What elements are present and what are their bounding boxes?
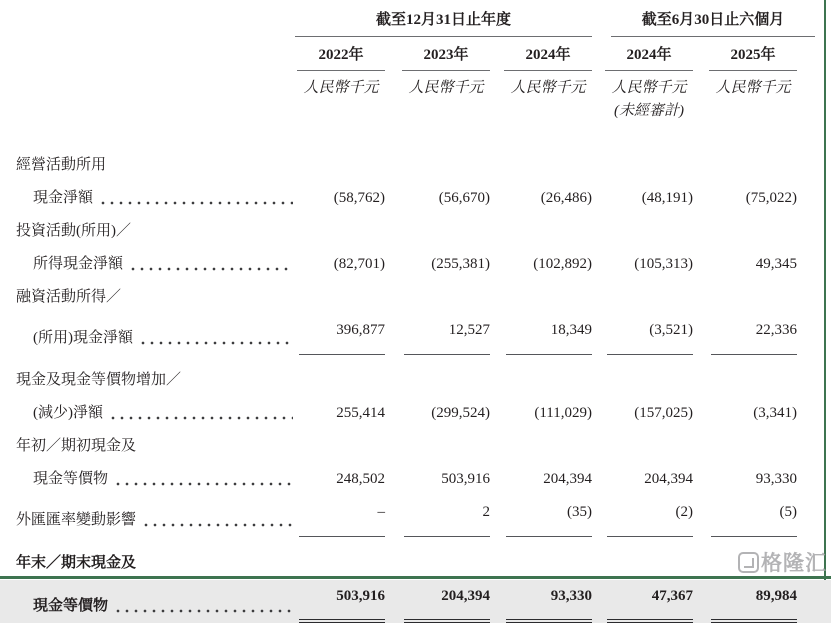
row-label: 現金等價物 — [10, 463, 295, 496]
unit-label: 人民幣千元 — [408, 80, 484, 96]
row-label: (減少)淨額 — [10, 397, 295, 430]
cell-value: 204,394 — [543, 471, 592, 487]
cell-value: (26,486) — [540, 190, 592, 206]
cell-value: 396,877 — [295, 314, 385, 355]
row-label: 現金等價物 — [10, 590, 295, 623]
dot-leader — [141, 341, 293, 346]
cell-value: – — [295, 496, 385, 537]
unaudited-note: (未經審計) — [614, 103, 684, 119]
cell-value: (157,025) — [634, 405, 693, 421]
table-row-investing — [10, 215, 831, 281]
row-label-top: 現金及現金等價物增加／ — [16, 372, 182, 388]
cell-value: 89,984 — [693, 580, 797, 623]
cell-value: (5) — [693, 496, 797, 537]
cell-value: 503,916 — [295, 580, 385, 623]
table-row-fx-effect — [10, 496, 831, 537]
cell-value: 255,414 — [336, 405, 385, 421]
table-body — [10, 149, 831, 623]
cell-value: (299,524) — [431, 405, 490, 421]
table-row-opening-cash — [10, 430, 831, 496]
row-label: (所用)現金淨額 — [10, 322, 295, 355]
table-header-units — [10, 76, 831, 97]
dot-leader — [116, 609, 293, 614]
cell-value: 93,330 — [490, 580, 592, 623]
table-header-groups — [10, 8, 831, 37]
unit-label: 人民幣千元 — [611, 80, 687, 96]
dot-leader — [116, 482, 293, 487]
cell-value: (58,762) — [333, 190, 385, 206]
cell-value: (255,381) — [431, 256, 490, 272]
cell-value: 12,527 — [385, 314, 490, 355]
cell-value: (82,701) — [333, 256, 385, 272]
row-label-top: 投資活動(所用)／ — [16, 223, 131, 239]
cell-value: (3,341) — [753, 405, 797, 421]
cell-value: (2) — [592, 496, 693, 537]
cell-value: 18,349 — [490, 314, 592, 355]
cell-value: 93,330 — [755, 471, 797, 487]
year-column-2024: 2024年 — [490, 43, 592, 71]
cell-value: 204,394 — [385, 580, 490, 623]
header-group-annual: 截至12月31日止年度 — [295, 8, 592, 37]
cell-value: 503,916 — [441, 471, 490, 487]
green-bottom-border — [0, 576, 831, 579]
cell-value: (75,022) — [745, 190, 797, 206]
cell-value: (105,313) — [634, 256, 693, 272]
row-label-top: 年末／期末現金及 — [16, 555, 137, 571]
table-row-operating — [10, 149, 831, 215]
cell-value: 248,502 — [336, 471, 385, 487]
header-group-interim: 截至6月30日止六個月 — [611, 8, 815, 37]
cell-value: (3,521) — [592, 314, 693, 355]
cell-value: (111,029) — [534, 405, 592, 421]
cell-value: (102,892) — [533, 256, 592, 272]
table-row-closing-cash — [10, 547, 831, 623]
table-row-financing — [10, 281, 831, 355]
cell-value: 49,345 — [755, 256, 797, 272]
dot-leader — [111, 416, 293, 421]
cell-value: 22,336 — [693, 314, 797, 355]
table-header-years — [10, 43, 831, 71]
cell-value: 47,367 — [592, 580, 693, 623]
cell-value: (35) — [490, 496, 592, 537]
unit-label: 人民幣千元 — [303, 80, 379, 96]
table-header-note — [10, 99, 831, 120]
dot-leader — [101, 201, 293, 206]
table-row-net-change — [10, 364, 831, 430]
row-label: 現金淨額 — [10, 182, 295, 215]
row-label: 外匯匯率變動影響 — [10, 504, 295, 537]
unit-label: 人民幣千元 — [510, 80, 586, 96]
year-column-2025-interim: 2025年 — [693, 43, 797, 71]
cell-value: (48,191) — [641, 190, 693, 206]
dot-leader — [144, 523, 293, 528]
row-label-top: 年初／期初現金及 — [16, 438, 137, 454]
year-column-2023: 2023年 — [385, 43, 490, 71]
watermark-text: 格隆汇 — [761, 552, 827, 575]
unit-label: 人民幣千元 — [715, 80, 791, 96]
dot-leader — [131, 267, 293, 272]
cell-value: 2 — [385, 496, 490, 537]
year-column-2022: 2022年 — [295, 43, 385, 71]
row-label-top: 經營活動所用 — [16, 157, 107, 173]
cell-value: (56,670) — [438, 190, 490, 206]
green-right-border — [824, 0, 826, 580]
row-label: 所得現金淨額 — [10, 248, 295, 281]
row-label-top: 融資活動所得／ — [16, 289, 122, 305]
cell-value: 204,394 — [644, 471, 693, 487]
year-column-2024-interim: 2024年 — [592, 43, 693, 71]
